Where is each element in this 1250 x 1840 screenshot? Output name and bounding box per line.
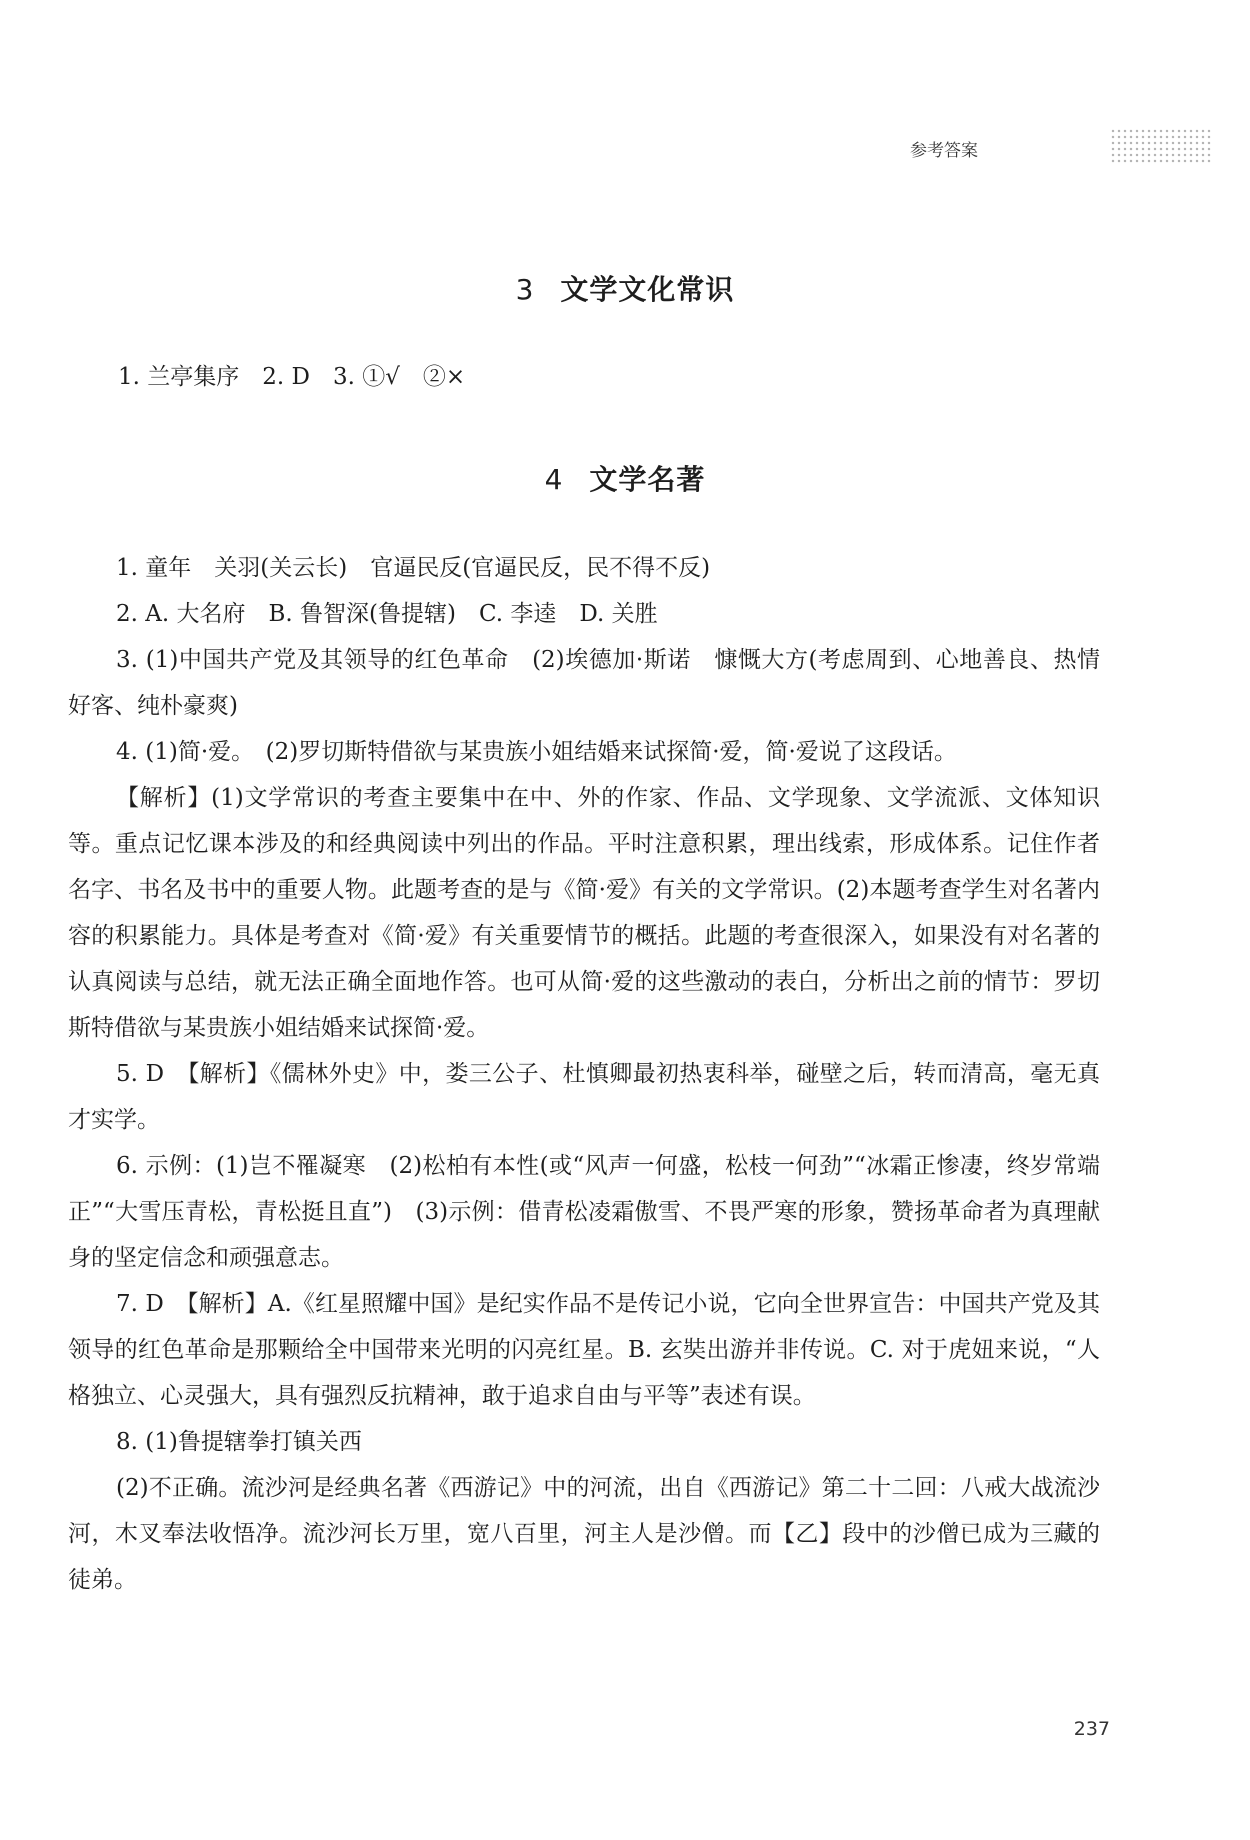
answer-paragraph: 1. 童年 关羽(关云长) 官逼民反(官逼民反，民不得不反) (116, 555, 711, 581)
answer-paragraph: 3. (1)中国共产党及其领导的红色革命 (2)埃德加·斯诺 慷慨大方(考虑周到、心地善良、热情好客、纯朴豪爽) (68, 647, 1100, 719)
answer-paragraph: (2)不正确。流沙河是经典名著《西游记》中的河流，出自《西游记》第二十二回：八戒大战流沙河，木叉奉法收悟净。流沙河长万里，宽八百里，河主人是沙僧。而【乙】段中的沙僧已成为三藏的徒弟。 (68, 1475, 1100, 1593)
section-3-answers: 1. 兰亭集序 2. D 3. ①√ ②× (118, 364, 466, 390)
answer-paragraph: 8. (1)鲁提辖拳打镇关西 (116, 1429, 362, 1455)
answer-paragraph: 5. D 【解析】《儒林外史》中，娄三公子、杜慎卿最初热衷科举，碰壁之后，转而清高，毫无真才实学。 (68, 1061, 1100, 1133)
answer-paragraph: 6. 示例：(1)岂不罹凝寒 (2)松柏有本性(或“风声一何盛，松枝一何劲”“冰霜正惨凄，终岁常端正”“大雪压青松，青松挺且直”) (3)示例：借青松凌霜傲雪、不畏严寒的形象，赞扬革命者为真理献身的坚定信念和顽强意志。 (68, 1153, 1100, 1271)
analysis-paragraph: 【解析】(1)文学常识的考查主要集中在中、外的作家、作品、文学现象、文学流派、文体知识等。重点记忆课本涉及的和经典阅读中列出的作品。平时注意积累，理出线索，形成体系。记住作者名字、书名及书中的重要人物。此题考查的是与《简·爱》有关的文学常识。(2)本题考查学生对名著内容的积累能力。具体是考查对《简·爱》有关重要情节的概括。此题的考查很深入，如果没有对名著的认真阅读与总结，就无法正确全面地作答。也可从简·爱的这些激动的表白，分析出之前的情节：罗切斯特借欲与某贵族小姐结婚来试探简·爱。 (68, 785, 1100, 1041)
section-number: 3 (515, 273, 535, 306)
section-number: 4 (544, 463, 564, 496)
running-header-label: 参考答案 (910, 141, 978, 161)
section-heading: 文学文化常识 (560, 273, 735, 306)
section-title-4 (0, 458, 1250, 498)
section-4-answers (68, 545, 1100, 1603)
answer-paragraph: 7. D 【解析】A.《红星照耀中国》是纪实作品不是传记小说，它向全世界宣告：中国共产党及其领导的红色革命是那颗给全中国带来光明的闪亮红星。B. 玄奘出游并非传说。C. 对于虎妞来说，“人格独立、心灵强大，具有强烈反抗精神，敢于追求自由与平等”表述有误。 (68, 1291, 1100, 1409)
page-number: 237 (1073, 1718, 1110, 1740)
answer-paragraph: 2. A. 大名府 B. 鲁智深(鲁提辖) C. 李逵 D. 关胜 (116, 601, 658, 627)
section-heading: 文学名著 (589, 463, 706, 496)
header-dot-pattern (1110, 128, 1213, 164)
section-title-3 (0, 268, 1250, 308)
answer-paragraph: 4. (1)简·爱。 (2)罗切斯特借欲与某贵族小姐结婚来试探简·爱，简·爱说了这段话。 (116, 739, 957, 765)
